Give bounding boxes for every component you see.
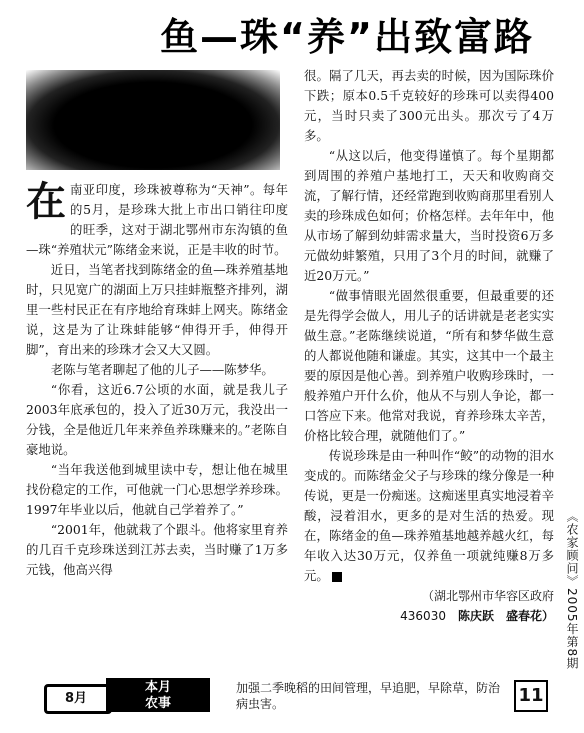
paragraph: 在南亚印度，珍珠被尊称为“天神”。每年的5月，是珍珠大批上市出口销往印度的旺季，这对于湖北鄂州市东沟镇的鱼—珠“养殖状元”陈绪金来说，正是丰收的时节。 (26, 179, 288, 257)
paragraph: “你看，这近6.7公顷的水面，就是我儿子2003年底承包的，投入了近30万元，我没出一分钱，全是他近几年来养鱼养珠赚来的。”老陈自豪地说。 (26, 382, 288, 457)
paragraph: “2001年，他就栽了个跟斗。他将家里育养的几百千克珍珠送到江苏去卖，当时赚了1万多元钱，他高兴得 (26, 522, 288, 577)
article-title: 鱼—珠“养”出致富路 (160, 15, 534, 59)
paragraph: 传说珍珠是由一种叫作“鲛”的动物的泪水变成的。而陈绪金父子与珍珠的缘分像是一种传说，更是一份痴迷。这痴迷里真实地浸着辛酸，浸着泪水，更多的是对生活的热爱。现在，陈绪金的鱼—珠养殖基地越养越火红，每年收入达30万元，仅养鱼一项就纯赚8万多元。 (304, 448, 554, 583)
left-column (26, 180, 288, 580)
signature-authors: 436030 陈庆跃 盛春花） (400, 609, 554, 623)
farm-work-tip: 加强二季晚稻的田间管理，早追肥，早除草，防治病虫害。 (236, 681, 501, 711)
author-signature (304, 586, 554, 626)
ink-blot-image (26, 70, 280, 170)
journal-side-label: 《农家顾问》2005年第8期 (565, 510, 579, 671)
paragraph: “从这以后，他变得谨慎了。每个星期都到周围的养殖户基地打工，天天和收购商交流，了解行情，还经常跑到收购商那里看别人卖的珍珠成色如何；价格怎样。去年年中，他从市场了解到幼蚌需求量大，当时投资6万多元做幼蚌繁殖，只用了3个月的时间，就赚了近20万元。” (304, 148, 554, 283)
month-label: 8月 (44, 684, 112, 714)
end-mark-icon (332, 572, 342, 582)
paragraph: 老陈与笔者聊起了他的儿子——陈梦华。 (50, 362, 274, 377)
page-number: 11 (514, 680, 548, 712)
paragraph: 很。隔了几天，再去卖的时候，因为国际珠价下跌；原本0.5千克较好的珍珠可以卖得400元，当时只卖了300元出头。那次亏了4万多。 (304, 68, 554, 143)
paragraph: “做事情眼光固然很重要，但最重要的还是先得学会做人，用儿子的话讲就是老老实实做生意。”老陈继续说道，“所有和梦华做生意的人都说他随和谦虚。其实，这其中一个最主要的原因是他心善。到养殖户收购珍珠时，一般养殖户开什么价，他从不与别人争论，都一口答应下来。他常对我说，育养珍珠太辛苦，价格比较合理，就随他们了。” (304, 288, 554, 443)
signature-affiliation: （湖北鄂州市华容区政府 (421, 589, 554, 603)
right-column (304, 66, 554, 626)
drop-cap: 在 (26, 179, 66, 225)
farm-work-badge: 本月 农事 (106, 678, 210, 712)
paragraph: “当年我送他到城里读中专，想让他在城里找份稳定的工作，可他就一门心思想学养珍珠。1997年毕业以后，他就自己学着养了。” (26, 462, 288, 517)
paragraph: 近日，当笔者找到陈绪金的鱼—珠养殖基地时，只见宽广的湖面上万只挂蚌瓶整齐排列，湖里一些村民正在有序地给育珠蚌上网夹。陈绪金说，这是为了让珠蚌能够“伸得开手，伸得开脚”，育出来的珍珠才会又大又圆。 (26, 262, 288, 357)
